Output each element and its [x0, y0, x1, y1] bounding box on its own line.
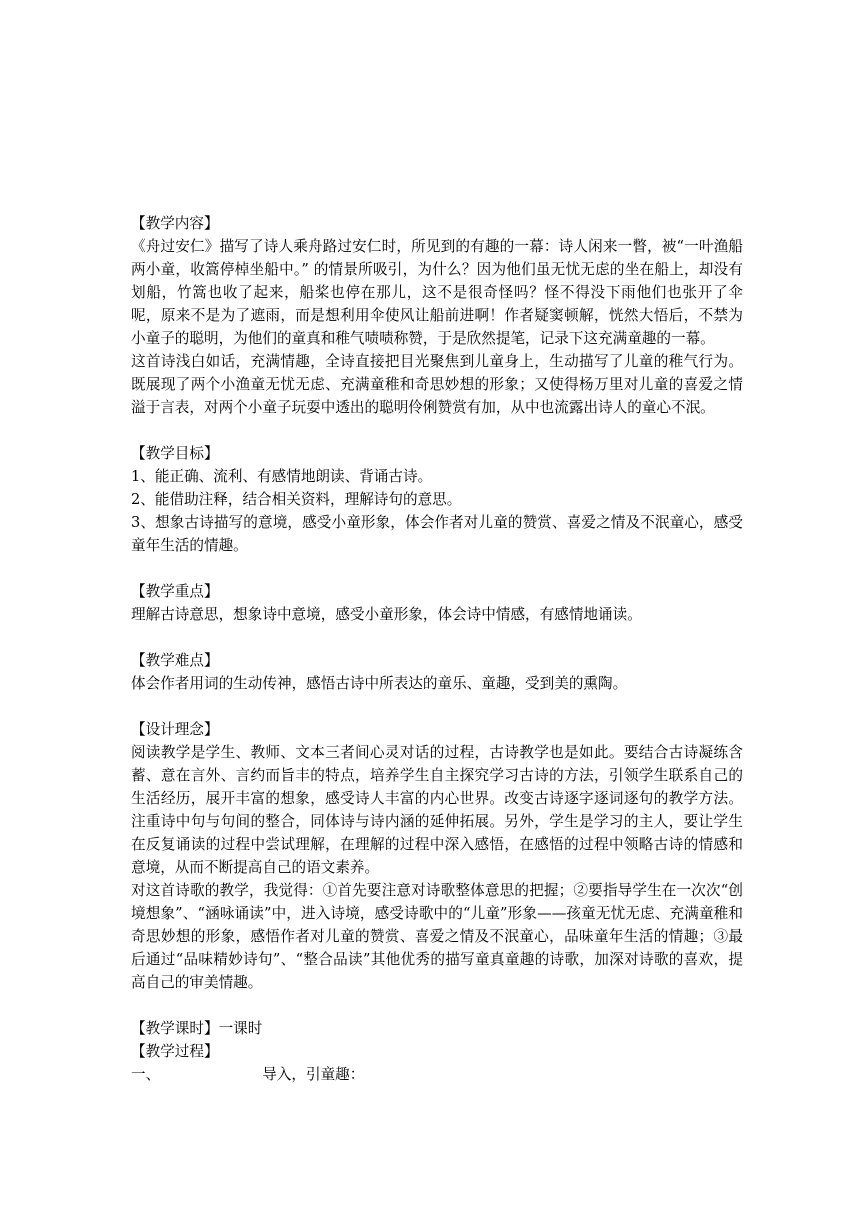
document-page [131, 212, 743, 1086]
section-heading-key-points: 【教学重点】 [131, 583, 219, 600]
section-heading-concept: 【设计理念】 [131, 721, 219, 738]
hours-line [131, 1017, 743, 1040]
section-heading-content: 【教学内容】 [131, 215, 219, 232]
spacer [131, 626, 743, 649]
section-heading-goals: 【教学目标】 [131, 445, 219, 462]
key-points-text: 理解古诗意思，想象诗中意境，感受小童形象，体会诗中情感，有感情地诵读。 [131, 606, 642, 623]
spacer [131, 557, 743, 580]
difficulties-text: 体会作者用词的生动传神，感悟古诗中所表达的童乐、童趣，受到美的熏陶。 [131, 675, 628, 692]
process-step-1-number: 一、 [131, 1066, 161, 1083]
concept-paragraph-2: 对这首诗歌的教学，我觉得：①首先要注意对诗歌整体意思的把握；②要指导学生在一次次“创境想象”、“涵咏诵读”中，进入诗境，感受诗歌中的“儿童”形象——孩童无忧无虑、充满童稚和奇思妙想的形象，感悟作者对儿童的赞赏、喜爱之情及不泯童心，品味童年生活的情趣；③最后通过“品味精妙诗句”、“整合品读”其他优秀的描写童真童趣的诗歌，加深对诗歌的喜欢，提高自己的审美情趣。 [131, 882, 743, 991]
content-paragraph-1: 《舟过安仁》描写了诗人乘舟路过安仁时，所见到的有趣的一幕：诗人闲来一瞥，被“一叶渔船两小童，收篙停棹坐船中。” 的情景所吸引，为什么？因为他们虽无忧无虑的坐在船上，却没有划船，竹篙也收了起来，船桨也停在那儿，这不是很奇怪吗？怪不得没下雨他们也张开了伞呢，原来不是为了遮雨，而是想利用伞使风让船前进啊！作者疑窦顿解，恍然大悟后，不禁为小童子的聪明，为他们的童真和稚气啧啧称赞，于是欣然提笔，记录下这充满童趣的一幕。 [131, 238, 743, 347]
process-step-1 [131, 1063, 743, 1086]
spacer [131, 419, 743, 442]
concept-paragraph-1: 阅读教学是学生、教师、文本三者间心灵对话的过程，古诗教学也是如此。要结合古诗凝练含蓄、意在言外、言约而旨丰的特点，培养学生自主探究学习古诗的方法，引领学生联系自己的生活经历，展开丰富的想象，感受诗人丰富的内心世界。改变古诗逐字逐词逐句的教学方法。注重诗中句与句间的整合，同体诗与诗内涵的延伸拓展。另外，学生是学习的主人，要让学生在反复诵读的过程中尝试理解，在理解的过程中深入感悟，在感悟的过程中领略古诗的情感和意境，从而不断提高自己的语文素养。 [131, 744, 743, 876]
section-heading-hours: 【教学课时】 [131, 1020, 219, 1037]
spacer [131, 994, 743, 1017]
section-heading-process: 【教学过程】 [131, 1043, 219, 1060]
goal-item-2: 2、能借助注释，结合相关资料，理解诗句的意思。 [131, 491, 462, 508]
goal-item-3: 3、想象古诗描写的意境，感受小童形象，体会作者对儿童的赞赏、喜爱之情及不泯童心，感受童年生活的情趣。 [131, 514, 743, 554]
goal-item-1: 1、能正确、流利、有感情地朗读、背诵古诗。 [131, 468, 433, 485]
section-heading-difficulties: 【教学难点】 [131, 652, 219, 669]
process-step-1-text: 导入，引童趣： [262, 1066, 365, 1083]
hours-value: 一课时 [218, 1020, 263, 1037]
spacer [131, 695, 743, 718]
content-paragraph-2: 这首诗浅白如话，充满情趣，全诗直接把目光聚焦到儿童身上，生动描写了儿童的稚气行为。既展现了两个小渔童无忧无虑、充满童稚和奇思妙想的形象；又使得杨万里对儿童的喜爱之情溢于言表，对两个小童子玩耍中透出的聪明伶俐赞赏有加，从中也流露出诗人的童心不泯。 [131, 353, 743, 416]
